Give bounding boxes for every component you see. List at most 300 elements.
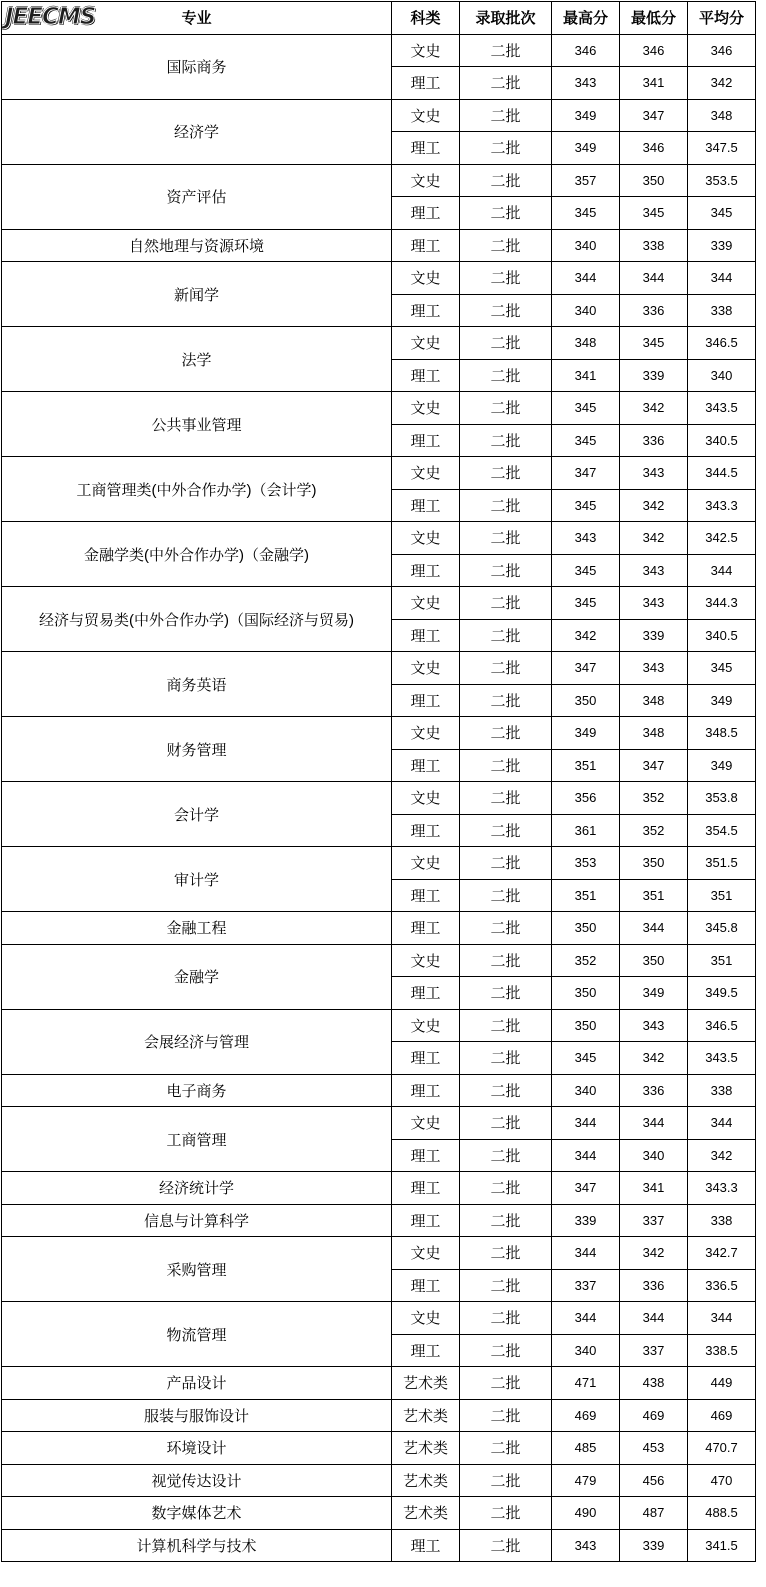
batch-cell: 二批 bbox=[460, 814, 552, 847]
table-row bbox=[2, 229, 756, 262]
min-score-cell: 340 bbox=[620, 1139, 688, 1172]
kelei-cell: 理工 bbox=[392, 1334, 460, 1367]
kelei-cell: 理工 bbox=[392, 424, 460, 457]
max-score-cell: 349 bbox=[552, 99, 620, 132]
avg-score-cell: 351 bbox=[688, 879, 756, 912]
batch-cell: 二批 bbox=[460, 1334, 552, 1367]
min-score-cell: 336 bbox=[620, 424, 688, 457]
avg-score-cell: 351.5 bbox=[688, 847, 756, 880]
kelei-cell: 文史 bbox=[392, 944, 460, 977]
max-score-cell: 349 bbox=[552, 717, 620, 750]
min-score-cell: 456 bbox=[620, 1464, 688, 1497]
kelei-cell: 理工 bbox=[392, 489, 460, 522]
kelei-cell: 文史 bbox=[392, 587, 460, 620]
min-score-cell: 347 bbox=[620, 749, 688, 782]
table-row bbox=[2, 1107, 756, 1140]
batch-cell: 二批 bbox=[460, 1367, 552, 1400]
min-score-cell: 342 bbox=[620, 1237, 688, 1270]
table-row bbox=[2, 262, 756, 295]
header-max-score: 最高分 bbox=[552, 2, 620, 35]
batch-cell: 二批 bbox=[460, 944, 552, 977]
table-row bbox=[2, 1237, 756, 1270]
avg-score-cell: 342 bbox=[688, 67, 756, 100]
avg-score-cell: 342 bbox=[688, 1139, 756, 1172]
major-cell: 视觉传达设计 bbox=[2, 1464, 392, 1497]
table-header-row bbox=[2, 2, 756, 35]
table-row bbox=[2, 99, 756, 132]
table-row bbox=[2, 912, 756, 945]
avg-score-cell: 353.5 bbox=[688, 164, 756, 197]
major-cell: 产品设计 bbox=[2, 1367, 392, 1400]
min-score-cell: 337 bbox=[620, 1334, 688, 1367]
kelei-cell: 理工 bbox=[392, 912, 460, 945]
kelei-cell: 理工 bbox=[392, 197, 460, 230]
max-score-cell: 345 bbox=[552, 424, 620, 457]
min-score-cell: 342 bbox=[620, 489, 688, 522]
batch-cell: 二批 bbox=[460, 619, 552, 652]
min-score-cell: 347 bbox=[620, 99, 688, 132]
batch-cell: 二批 bbox=[460, 457, 552, 490]
kelei-cell: 理工 bbox=[392, 684, 460, 717]
avg-score-cell: 346.5 bbox=[688, 327, 756, 360]
avg-score-cell: 342.5 bbox=[688, 522, 756, 555]
major-cell: 服装与服饰设计 bbox=[2, 1399, 392, 1432]
batch-cell: 二批 bbox=[460, 847, 552, 880]
avg-score-cell: 343.3 bbox=[688, 1172, 756, 1205]
kelei-cell: 文史 bbox=[392, 99, 460, 132]
max-score-cell: 344 bbox=[552, 1237, 620, 1270]
kelei-cell: 理工 bbox=[392, 294, 460, 327]
major-cell: 资产评估 bbox=[2, 164, 392, 229]
avg-score-cell: 346 bbox=[688, 34, 756, 67]
avg-score-cell: 342.7 bbox=[688, 1237, 756, 1270]
batch-cell: 二批 bbox=[460, 1139, 552, 1172]
max-score-cell: 340 bbox=[552, 1334, 620, 1367]
avg-score-cell: 345 bbox=[688, 652, 756, 685]
batch-cell: 二批 bbox=[460, 489, 552, 522]
batch-cell: 二批 bbox=[460, 1529, 552, 1562]
kelei-cell: 理工 bbox=[392, 879, 460, 912]
avg-score-cell: 338.5 bbox=[688, 1334, 756, 1367]
major-cell: 数字媒体艺术 bbox=[2, 1497, 392, 1530]
table-row bbox=[2, 1172, 756, 1205]
table-row bbox=[2, 1302, 756, 1335]
kelei-cell: 理工 bbox=[392, 1529, 460, 1562]
min-score-cell: 341 bbox=[620, 67, 688, 100]
min-score-cell: 336 bbox=[620, 1074, 688, 1107]
avg-score-cell: 344 bbox=[688, 262, 756, 295]
batch-cell: 二批 bbox=[460, 1042, 552, 1075]
table-row bbox=[2, 1497, 756, 1530]
max-score-cell: 350 bbox=[552, 684, 620, 717]
batch-cell: 二批 bbox=[460, 912, 552, 945]
max-score-cell: 352 bbox=[552, 944, 620, 977]
min-score-cell: 344 bbox=[620, 1302, 688, 1335]
batch-cell: 二批 bbox=[460, 1269, 552, 1302]
max-score-cell: 343 bbox=[552, 522, 620, 555]
kelei-cell: 文史 bbox=[392, 652, 460, 685]
avg-score-cell: 346.5 bbox=[688, 1009, 756, 1042]
avg-score-cell: 343.5 bbox=[688, 392, 756, 425]
min-score-cell: 350 bbox=[620, 847, 688, 880]
max-score-cell: 340 bbox=[552, 1074, 620, 1107]
batch-cell: 二批 bbox=[460, 164, 552, 197]
batch-cell: 二批 bbox=[460, 587, 552, 620]
table-row bbox=[2, 1204, 756, 1237]
batch-cell: 二批 bbox=[460, 717, 552, 750]
batch-cell: 二批 bbox=[460, 294, 552, 327]
batch-cell: 二批 bbox=[460, 197, 552, 230]
avg-score-cell: 470.7 bbox=[688, 1432, 756, 1465]
min-score-cell: 336 bbox=[620, 294, 688, 327]
min-score-cell: 343 bbox=[620, 554, 688, 587]
batch-cell: 二批 bbox=[460, 522, 552, 555]
min-score-cell: 346 bbox=[620, 132, 688, 165]
batch-cell: 二批 bbox=[460, 1464, 552, 1497]
avg-score-cell: 351 bbox=[688, 944, 756, 977]
max-score-cell: 351 bbox=[552, 879, 620, 912]
kelei-cell: 文史 bbox=[392, 34, 460, 67]
batch-cell: 二批 bbox=[460, 782, 552, 815]
min-score-cell: 345 bbox=[620, 327, 688, 360]
batch-cell: 二批 bbox=[460, 977, 552, 1010]
min-score-cell: 342 bbox=[620, 522, 688, 555]
avg-score-cell: 488.5 bbox=[688, 1497, 756, 1530]
max-score-cell: 351 bbox=[552, 749, 620, 782]
table-row bbox=[2, 1399, 756, 1432]
kelei-cell: 文史 bbox=[392, 327, 460, 360]
avg-score-cell: 344 bbox=[688, 1302, 756, 1335]
min-score-cell: 339 bbox=[620, 619, 688, 652]
kelei-cell: 文史 bbox=[392, 392, 460, 425]
batch-cell: 二批 bbox=[460, 34, 552, 67]
max-score-cell: 485 bbox=[552, 1432, 620, 1465]
table-row bbox=[2, 1529, 756, 1562]
kelei-cell: 理工 bbox=[392, 359, 460, 392]
kelei-cell: 理工 bbox=[392, 1269, 460, 1302]
major-cell: 采购管理 bbox=[2, 1237, 392, 1302]
kelei-cell: 文史 bbox=[392, 1302, 460, 1335]
kelei-cell: 理工 bbox=[392, 554, 460, 587]
major-cell: 经济学 bbox=[2, 99, 392, 164]
min-score-cell: 341 bbox=[620, 1172, 688, 1205]
table-row bbox=[2, 1074, 756, 1107]
kelei-cell: 文史 bbox=[392, 1107, 460, 1140]
max-score-cell: 345 bbox=[552, 587, 620, 620]
kelei-cell: 文史 bbox=[392, 847, 460, 880]
avg-score-cell: 344.5 bbox=[688, 457, 756, 490]
avg-score-cell: 349 bbox=[688, 684, 756, 717]
kelei-cell: 理工 bbox=[392, 132, 460, 165]
batch-cell: 二批 bbox=[460, 1172, 552, 1205]
avg-score-cell: 338 bbox=[688, 1074, 756, 1107]
avg-score-cell: 340 bbox=[688, 359, 756, 392]
table-row bbox=[2, 587, 756, 620]
kelei-cell: 文史 bbox=[392, 522, 460, 555]
kelei-cell: 艺术类 bbox=[392, 1497, 460, 1530]
kelei-cell: 理工 bbox=[392, 619, 460, 652]
batch-cell: 二批 bbox=[460, 1107, 552, 1140]
max-score-cell: 471 bbox=[552, 1367, 620, 1400]
min-score-cell: 352 bbox=[620, 782, 688, 815]
batch-cell: 二批 bbox=[460, 1204, 552, 1237]
batch-cell: 二批 bbox=[460, 1009, 552, 1042]
avg-score-cell: 348 bbox=[688, 99, 756, 132]
batch-cell: 二批 bbox=[460, 424, 552, 457]
batch-cell: 二批 bbox=[460, 684, 552, 717]
table-row bbox=[2, 1009, 756, 1042]
header-major-label: 专业 bbox=[181, 10, 212, 28]
header-min-score: 最低分 bbox=[620, 2, 688, 35]
batch-cell: 二批 bbox=[460, 1497, 552, 1530]
max-score-cell: 490 bbox=[552, 1497, 620, 1530]
major-cell: 经济统计学 bbox=[2, 1172, 392, 1205]
min-score-cell: 352 bbox=[620, 814, 688, 847]
avg-score-cell: 343.5 bbox=[688, 1042, 756, 1075]
max-score-cell: 479 bbox=[552, 1464, 620, 1497]
min-score-cell: 349 bbox=[620, 977, 688, 1010]
avg-score-cell: 340.5 bbox=[688, 619, 756, 652]
max-score-cell: 350 bbox=[552, 912, 620, 945]
kelei-cell: 文史 bbox=[392, 164, 460, 197]
major-cell: 金融工程 bbox=[2, 912, 392, 945]
batch-cell: 二批 bbox=[460, 132, 552, 165]
avg-score-cell: 340.5 bbox=[688, 424, 756, 457]
avg-score-cell: 339 bbox=[688, 229, 756, 262]
table-row bbox=[2, 944, 756, 977]
avg-score-cell: 338 bbox=[688, 294, 756, 327]
major-cell: 金融学 bbox=[2, 944, 392, 1009]
major-cell: 法学 bbox=[2, 327, 392, 392]
table-row bbox=[2, 392, 756, 425]
max-score-cell: 345 bbox=[552, 392, 620, 425]
avg-score-cell: 344 bbox=[688, 554, 756, 587]
max-score-cell: 347 bbox=[552, 1172, 620, 1205]
min-score-cell: 346 bbox=[620, 34, 688, 67]
min-score-cell: 343 bbox=[620, 652, 688, 685]
avg-score-cell: 345 bbox=[688, 197, 756, 230]
table-row bbox=[2, 1367, 756, 1400]
max-score-cell: 350 bbox=[552, 977, 620, 1010]
max-score-cell: 337 bbox=[552, 1269, 620, 1302]
major-cell: 环境设计 bbox=[2, 1432, 392, 1465]
avg-score-cell: 341.5 bbox=[688, 1529, 756, 1562]
max-score-cell: 346 bbox=[552, 34, 620, 67]
table-row bbox=[2, 457, 756, 490]
min-score-cell: 344 bbox=[620, 912, 688, 945]
min-score-cell: 350 bbox=[620, 944, 688, 977]
max-score-cell: 340 bbox=[552, 294, 620, 327]
batch-cell: 二批 bbox=[460, 1237, 552, 1270]
kelei-cell: 艺术类 bbox=[392, 1367, 460, 1400]
batch-cell: 二批 bbox=[460, 1399, 552, 1432]
score-table-container bbox=[1, 1, 756, 1562]
min-score-cell: 487 bbox=[620, 1497, 688, 1530]
min-score-cell: 339 bbox=[620, 359, 688, 392]
batch-cell: 二批 bbox=[460, 262, 552, 295]
avg-score-cell: 449 bbox=[688, 1367, 756, 1400]
kelei-cell: 文史 bbox=[392, 262, 460, 295]
avg-score-cell: 336.5 bbox=[688, 1269, 756, 1302]
batch-cell: 二批 bbox=[460, 652, 552, 685]
max-score-cell: 341 bbox=[552, 359, 620, 392]
max-score-cell: 344 bbox=[552, 1139, 620, 1172]
major-cell: 计算机科学与技术 bbox=[2, 1529, 392, 1562]
table-row bbox=[2, 717, 756, 750]
min-score-cell: 337 bbox=[620, 1204, 688, 1237]
avg-score-cell: 348.5 bbox=[688, 717, 756, 750]
batch-cell: 二批 bbox=[460, 359, 552, 392]
table-row bbox=[2, 327, 756, 360]
max-score-cell: 356 bbox=[552, 782, 620, 815]
min-score-cell: 339 bbox=[620, 1529, 688, 1562]
max-score-cell: 344 bbox=[552, 1107, 620, 1140]
major-cell: 信息与计算科学 bbox=[2, 1204, 392, 1237]
table-row bbox=[2, 164, 756, 197]
max-score-cell: 342 bbox=[552, 619, 620, 652]
min-score-cell: 345 bbox=[620, 197, 688, 230]
major-cell: 审计学 bbox=[2, 847, 392, 912]
max-score-cell: 469 bbox=[552, 1399, 620, 1432]
batch-cell: 二批 bbox=[460, 1432, 552, 1465]
avg-score-cell: 349 bbox=[688, 749, 756, 782]
min-score-cell: 336 bbox=[620, 1269, 688, 1302]
table-row bbox=[2, 1432, 756, 1465]
min-score-cell: 351 bbox=[620, 879, 688, 912]
table-body bbox=[2, 34, 756, 1562]
kelei-cell: 理工 bbox=[392, 977, 460, 1010]
avg-score-cell: 469 bbox=[688, 1399, 756, 1432]
min-score-cell: 342 bbox=[620, 1042, 688, 1075]
max-score-cell: 348 bbox=[552, 327, 620, 360]
batch-cell: 二批 bbox=[460, 1302, 552, 1335]
max-score-cell: 353 bbox=[552, 847, 620, 880]
table-row bbox=[2, 1464, 756, 1497]
min-score-cell: 342 bbox=[620, 392, 688, 425]
kelei-cell: 理工 bbox=[392, 814, 460, 847]
major-cell: 会展经济与管理 bbox=[2, 1009, 392, 1074]
avg-score-cell: 344.3 bbox=[688, 587, 756, 620]
major-cell: 会计学 bbox=[2, 782, 392, 847]
kelei-cell: 文史 bbox=[392, 457, 460, 490]
major-cell: 财务管理 bbox=[2, 717, 392, 782]
header-batch: 录取批次 bbox=[460, 2, 552, 35]
kelei-cell: 文史 bbox=[392, 782, 460, 815]
avg-score-cell: 353.8 bbox=[688, 782, 756, 815]
kelei-cell: 理工 bbox=[392, 1042, 460, 1075]
kelei-cell: 文史 bbox=[392, 1237, 460, 1270]
min-score-cell: 344 bbox=[620, 1107, 688, 1140]
max-score-cell: 345 bbox=[552, 489, 620, 522]
min-score-cell: 344 bbox=[620, 262, 688, 295]
batch-cell: 二批 bbox=[460, 67, 552, 100]
max-score-cell: 357 bbox=[552, 164, 620, 197]
table-row bbox=[2, 522, 756, 555]
min-score-cell: 350 bbox=[620, 164, 688, 197]
max-score-cell: 343 bbox=[552, 1529, 620, 1562]
kelei-cell: 艺术类 bbox=[392, 1399, 460, 1432]
kelei-cell: 文史 bbox=[392, 717, 460, 750]
max-score-cell: 361 bbox=[552, 814, 620, 847]
major-cell: 经济与贸易类(中外合作办学)（国际经济与贸易) bbox=[2, 587, 392, 652]
batch-cell: 二批 bbox=[460, 879, 552, 912]
kelei-cell: 艺术类 bbox=[392, 1432, 460, 1465]
kelei-cell: 理工 bbox=[392, 1172, 460, 1205]
min-score-cell: 348 bbox=[620, 684, 688, 717]
avg-score-cell: 345.8 bbox=[688, 912, 756, 945]
kelei-cell: 理工 bbox=[392, 1139, 460, 1172]
max-score-cell: 349 bbox=[552, 132, 620, 165]
header-avg-score: 平均分 bbox=[688, 2, 756, 35]
kelei-cell: 理工 bbox=[392, 749, 460, 782]
min-score-cell: 343 bbox=[620, 587, 688, 620]
avg-score-cell: 338 bbox=[688, 1204, 756, 1237]
min-score-cell: 438 bbox=[620, 1367, 688, 1400]
admission-score-table bbox=[1, 1, 756, 1562]
table-row bbox=[2, 34, 756, 67]
batch-cell: 二批 bbox=[460, 1074, 552, 1107]
max-score-cell: 340 bbox=[552, 229, 620, 262]
kelei-cell: 理工 bbox=[392, 229, 460, 262]
min-score-cell: 338 bbox=[620, 229, 688, 262]
table-row bbox=[2, 652, 756, 685]
avg-score-cell: 347.5 bbox=[688, 132, 756, 165]
header-kelei: 科类 bbox=[392, 2, 460, 35]
max-score-cell: 345 bbox=[552, 554, 620, 587]
major-cell: 公共事业管理 bbox=[2, 392, 392, 457]
jeecms-logo: JEECMS bbox=[5, 4, 96, 30]
table-row bbox=[2, 847, 756, 880]
batch-cell: 二批 bbox=[460, 392, 552, 425]
table-row bbox=[2, 782, 756, 815]
max-score-cell: 343 bbox=[552, 67, 620, 100]
major-cell: 国际商务 bbox=[2, 34, 392, 99]
major-cell: 工商管理类(中外合作办学)（会计学) bbox=[2, 457, 392, 522]
major-cell: 物流管理 bbox=[2, 1302, 392, 1367]
batch-cell: 二批 bbox=[460, 327, 552, 360]
avg-score-cell: 354.5 bbox=[688, 814, 756, 847]
max-score-cell: 344 bbox=[552, 1302, 620, 1335]
batch-cell: 二批 bbox=[460, 99, 552, 132]
major-cell: 工商管理 bbox=[2, 1107, 392, 1172]
max-score-cell: 345 bbox=[552, 197, 620, 230]
kelei-cell: 文史 bbox=[392, 1009, 460, 1042]
max-score-cell: 347 bbox=[552, 652, 620, 685]
min-score-cell: 453 bbox=[620, 1432, 688, 1465]
avg-score-cell: 349.5 bbox=[688, 977, 756, 1010]
major-cell: 商务英语 bbox=[2, 652, 392, 717]
max-score-cell: 345 bbox=[552, 1042, 620, 1075]
avg-score-cell: 343.3 bbox=[688, 489, 756, 522]
kelei-cell: 理工 bbox=[392, 1204, 460, 1237]
max-score-cell: 350 bbox=[552, 1009, 620, 1042]
min-score-cell: 348 bbox=[620, 717, 688, 750]
major-cell: 新闻学 bbox=[2, 262, 392, 327]
kelei-cell: 理工 bbox=[392, 67, 460, 100]
min-score-cell: 343 bbox=[620, 457, 688, 490]
max-score-cell: 347 bbox=[552, 457, 620, 490]
major-cell: 金融学类(中外合作办学)（金融学) bbox=[2, 522, 392, 587]
batch-cell: 二批 bbox=[460, 554, 552, 587]
avg-score-cell: 470 bbox=[688, 1464, 756, 1497]
min-score-cell: 343 bbox=[620, 1009, 688, 1042]
kelei-cell: 理工 bbox=[392, 1074, 460, 1107]
avg-score-cell: 344 bbox=[688, 1107, 756, 1140]
batch-cell: 二批 bbox=[460, 749, 552, 782]
batch-cell: 二批 bbox=[460, 229, 552, 262]
header-major bbox=[2, 2, 392, 35]
kelei-cell: 艺术类 bbox=[392, 1464, 460, 1497]
